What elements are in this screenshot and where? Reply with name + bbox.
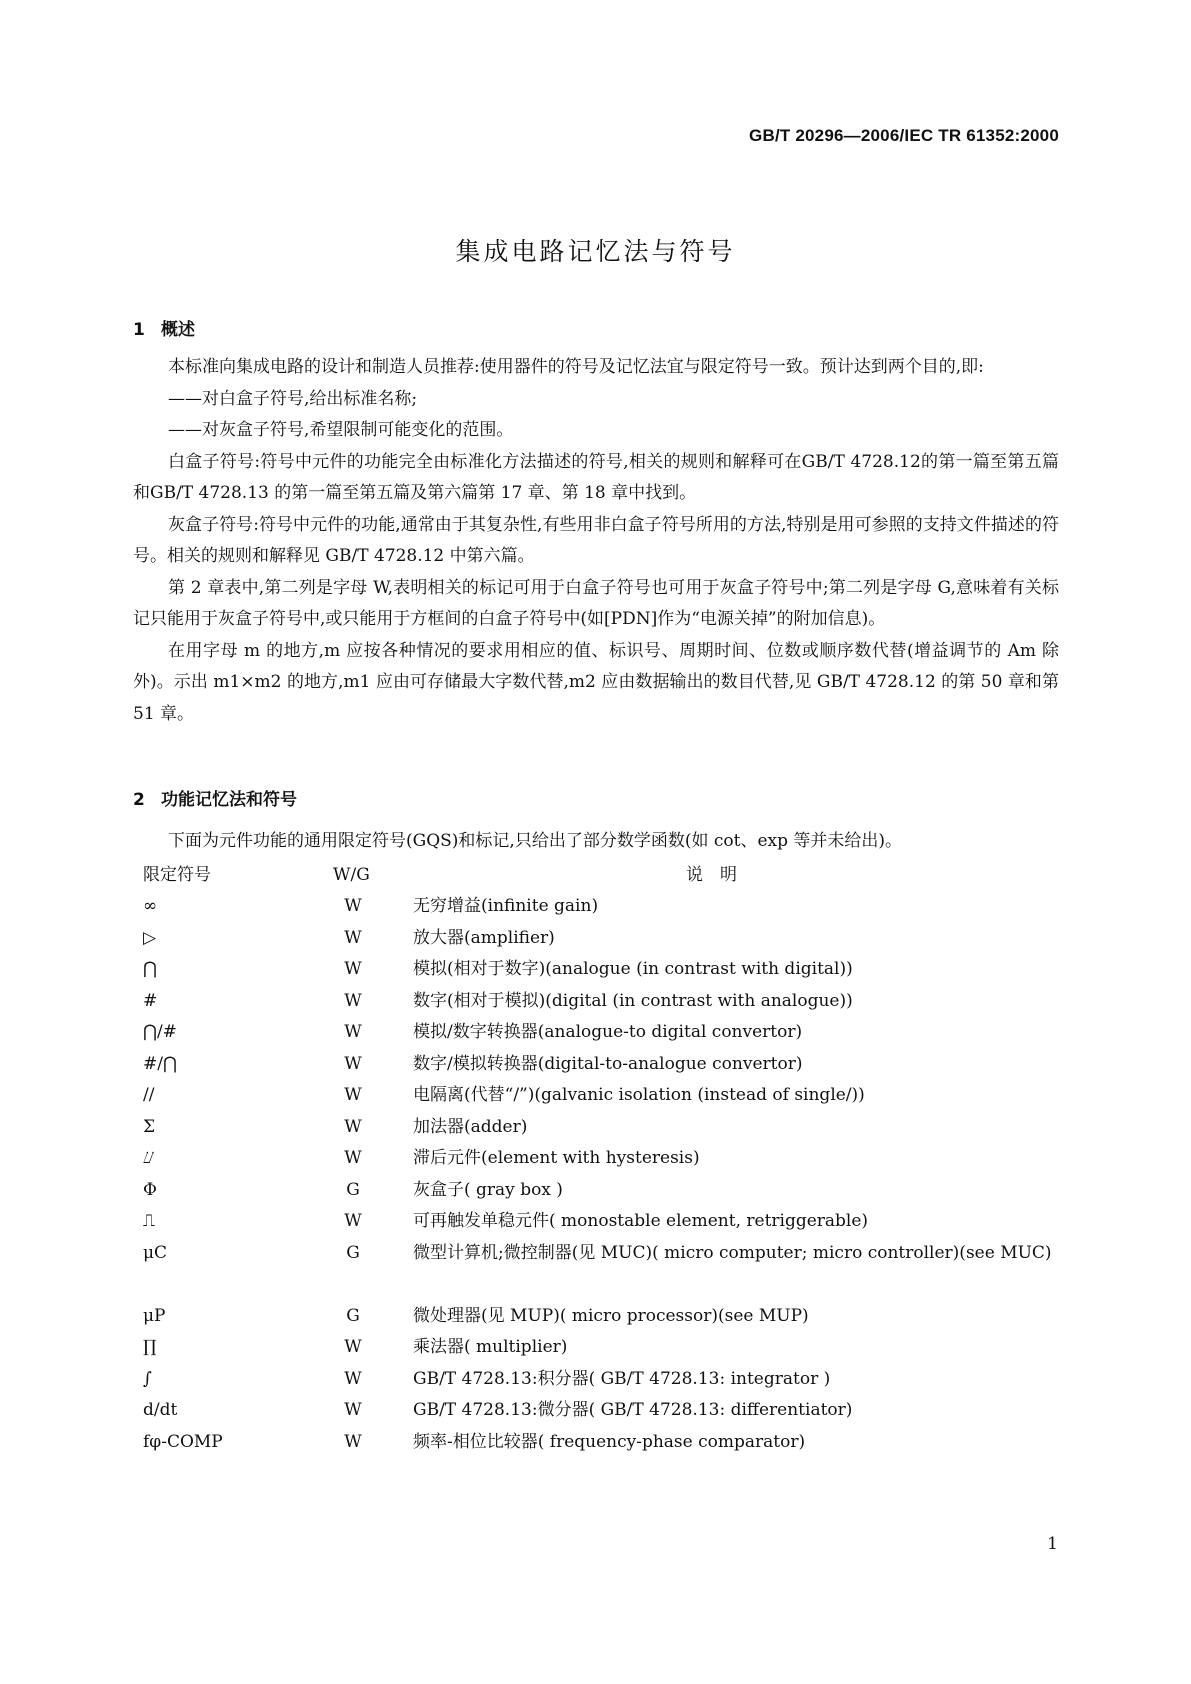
table-row xyxy=(0,986,1191,1018)
description-cell: 加法器(adder) xyxy=(413,1116,528,1137)
wg-cell: W xyxy=(344,1053,362,1074)
header-wg: W/G xyxy=(333,865,370,885)
wg-cell: W xyxy=(344,1431,362,1452)
document-title: 集成电路记忆法与符号 xyxy=(455,237,736,266)
symbol-cell: d/dt xyxy=(143,1400,178,1420)
wg-cell: G xyxy=(346,1179,360,1200)
section-1-heading xyxy=(133,315,195,340)
section-2-title: 功能记忆法和符号 xyxy=(161,790,297,810)
description-cell: 滞后元件(element with hysteresis) xyxy=(413,1148,700,1168)
table-row xyxy=(0,1112,1191,1144)
symbol-cell: #/⋂ xyxy=(143,1053,177,1074)
wg-cell: W xyxy=(344,1211,362,1231)
section-2-intro: 下面为元件功能的通用限定符号(GQS)和标记,只给出了部分数学函数(如 cot、exp 等并未给出)。 xyxy=(168,831,903,851)
symbol-cell: ⌰ xyxy=(143,1148,155,1168)
table-row xyxy=(0,1049,1191,1081)
symbol-table xyxy=(0,891,1191,1458)
description-cell: GB/T 4728.13:微分器( GB/T 4728.13: differentiator) xyxy=(413,1400,853,1420)
wg-cell: W xyxy=(344,927,362,948)
symbol-cell: ⋂/# xyxy=(143,1022,177,1042)
section-2-number: 2 xyxy=(133,790,145,810)
wg-cell: W xyxy=(344,1400,362,1420)
description-cell: 模拟(相对于数字)(analogue (in contrast with digital)) xyxy=(413,959,853,979)
paragraph-column-explanation: 第 2 章表中,第二列是字母 W,表明相关的标记可用于白盒子符号也可用于灰盒子符号中;第二列是字母 G,意味着有关标记只能用于灰盒子符号中,或只能用于方框间的白盒子符号中(如[PDN]作为“电源关掉”的附加信息)。 xyxy=(133,577,1059,629)
table-row xyxy=(0,1143,1191,1175)
header-symbol: 限定符号 xyxy=(143,865,211,885)
symbol-cell: ⋂ xyxy=(143,959,157,979)
paragraph-intro: 本标准向集成电路的设计和制造人员推荐:使用器件的符号及记忆法宜与限定符号一致。预计达到两个目的,即: xyxy=(168,357,984,377)
wg-cell: W xyxy=(344,1337,362,1357)
table-row xyxy=(0,954,1191,986)
table-row xyxy=(0,1017,1191,1049)
description-cell: 放大器(amplifier) xyxy=(413,927,555,948)
table-row xyxy=(0,923,1191,955)
table-row xyxy=(0,1080,1191,1112)
description-cell: 频率-相位比较器( frequency-phase comparator) xyxy=(413,1431,806,1452)
wg-cell: W xyxy=(344,959,362,979)
description-cell: 无穷增益(infinite gain) xyxy=(413,896,599,916)
description-cell: 微处理器(见 MUP)( micro processor)(see MUP) xyxy=(413,1305,809,1326)
section-2-heading xyxy=(133,785,297,810)
table-header xyxy=(0,860,1191,891)
paragraph-letter-m: 在用字母 m 的地方,m 应按各种情况的要求用相应的值、标识号、周期时间、位数或顺序数代替(增益调节的 Am 除外)。示出 m1×m2 的地方,m1 应由可存储最大字数代替,m2 应由数据输出的数目代替,见 GB/T 4728.12 的第 50 章和第 51 章。 xyxy=(133,640,1059,724)
table-row xyxy=(0,1332,1191,1364)
paragraph-gray-box-goal: ——对灰盒子符号,希望限制可能变化的范围。 xyxy=(168,420,514,440)
table-row xyxy=(0,1301,1191,1333)
table-row xyxy=(0,1364,1191,1396)
section-1-number: 1 xyxy=(133,320,145,340)
symbol-cell: // xyxy=(143,1085,155,1105)
page-number: 1 xyxy=(1047,1534,1058,1554)
description-cell: GB/T 4728.13:积分器( GB/T 4728.13: integrator ) xyxy=(413,1368,831,1389)
wg-cell: W xyxy=(344,1085,362,1105)
paragraph-white-box-definition: 白盒子符号:符号中元件的功能完全由标准化方法描述的符号,相关的规则和解释可在GB/T 4728.12的第一篇至第五篇和GB/T 4728.13 的第一篇至第五篇及第六篇第 17 章、第 18 章中找到。 xyxy=(133,451,1059,503)
section-1-title: 概述 xyxy=(161,320,195,340)
wg-cell: W xyxy=(344,1368,362,1389)
symbol-cell: ∫ xyxy=(143,1368,152,1389)
wg-cell: W xyxy=(344,990,362,1011)
table-row xyxy=(0,1238,1191,1301)
description-cell: 乘法器( multiplier) xyxy=(413,1337,568,1357)
symbol-cell: ∞ xyxy=(143,896,158,916)
header-description: 说 明 xyxy=(686,865,737,885)
description-cell: 电隔离(代替“/”)(galvanic isolation (instead of single/)) xyxy=(413,1085,865,1105)
symbol-cell: ▷ xyxy=(143,927,157,948)
description-cell: 数字(相对于模拟)(digital (in contrast with analogue)) xyxy=(413,990,853,1011)
table-row xyxy=(0,1395,1191,1427)
paragraph-gray-box-definition: 灰盒子符号:符号中元件的功能,通常由于其复杂性,有些用非白盒子符号所用的方法,特别是用可参照的支持文件描述的符号。相关的规则和解释见 GB/T 4728.12 中第六篇。 xyxy=(133,514,1059,566)
symbol-cell: ⎍ xyxy=(143,1211,155,1231)
symbol-cell: μP xyxy=(143,1305,166,1326)
symbol-cell: Φ xyxy=(143,1179,157,1200)
table-row xyxy=(0,1427,1191,1459)
description-cell: 灰盒子( gray box ) xyxy=(413,1179,563,1200)
description-cell: 数字/模拟转换器(digital-to-analogue convertor) xyxy=(413,1053,803,1074)
wg-cell: W xyxy=(344,1116,362,1137)
symbol-cell: μC xyxy=(143,1242,168,1263)
table-row xyxy=(0,1206,1191,1238)
symbol-cell: Σ xyxy=(143,1116,156,1137)
symbol-cell: # xyxy=(143,990,158,1011)
paragraph-white-box-goal: ——对白盒子符号,给出标准名称; xyxy=(168,388,418,409)
wg-cell: W xyxy=(344,1148,362,1168)
wg-cell: G xyxy=(346,1242,360,1263)
table-row xyxy=(0,1175,1191,1207)
description-cell: 微型计算机;微控制器(见 MUC)( micro computer; micro controller)(see MUC) xyxy=(413,1242,1052,1263)
symbol-cell: fφ-COMP xyxy=(143,1431,223,1452)
section-1-body xyxy=(133,352,1059,730)
wg-cell: W xyxy=(344,1022,362,1042)
description-cell: 模拟/数字转换器(analogue-to digital convertor) xyxy=(413,1022,803,1042)
wg-cell: W xyxy=(344,896,362,916)
symbol-cell: ∏ xyxy=(143,1337,157,1357)
description-cell: 可再触发单稳元件( monostable element, retriggerable) xyxy=(413,1211,869,1231)
standard-number: GB/T 20296—2006/IEC TR 61352:2000 xyxy=(749,126,1059,145)
wg-cell: G xyxy=(346,1305,360,1326)
table-row xyxy=(0,891,1191,923)
